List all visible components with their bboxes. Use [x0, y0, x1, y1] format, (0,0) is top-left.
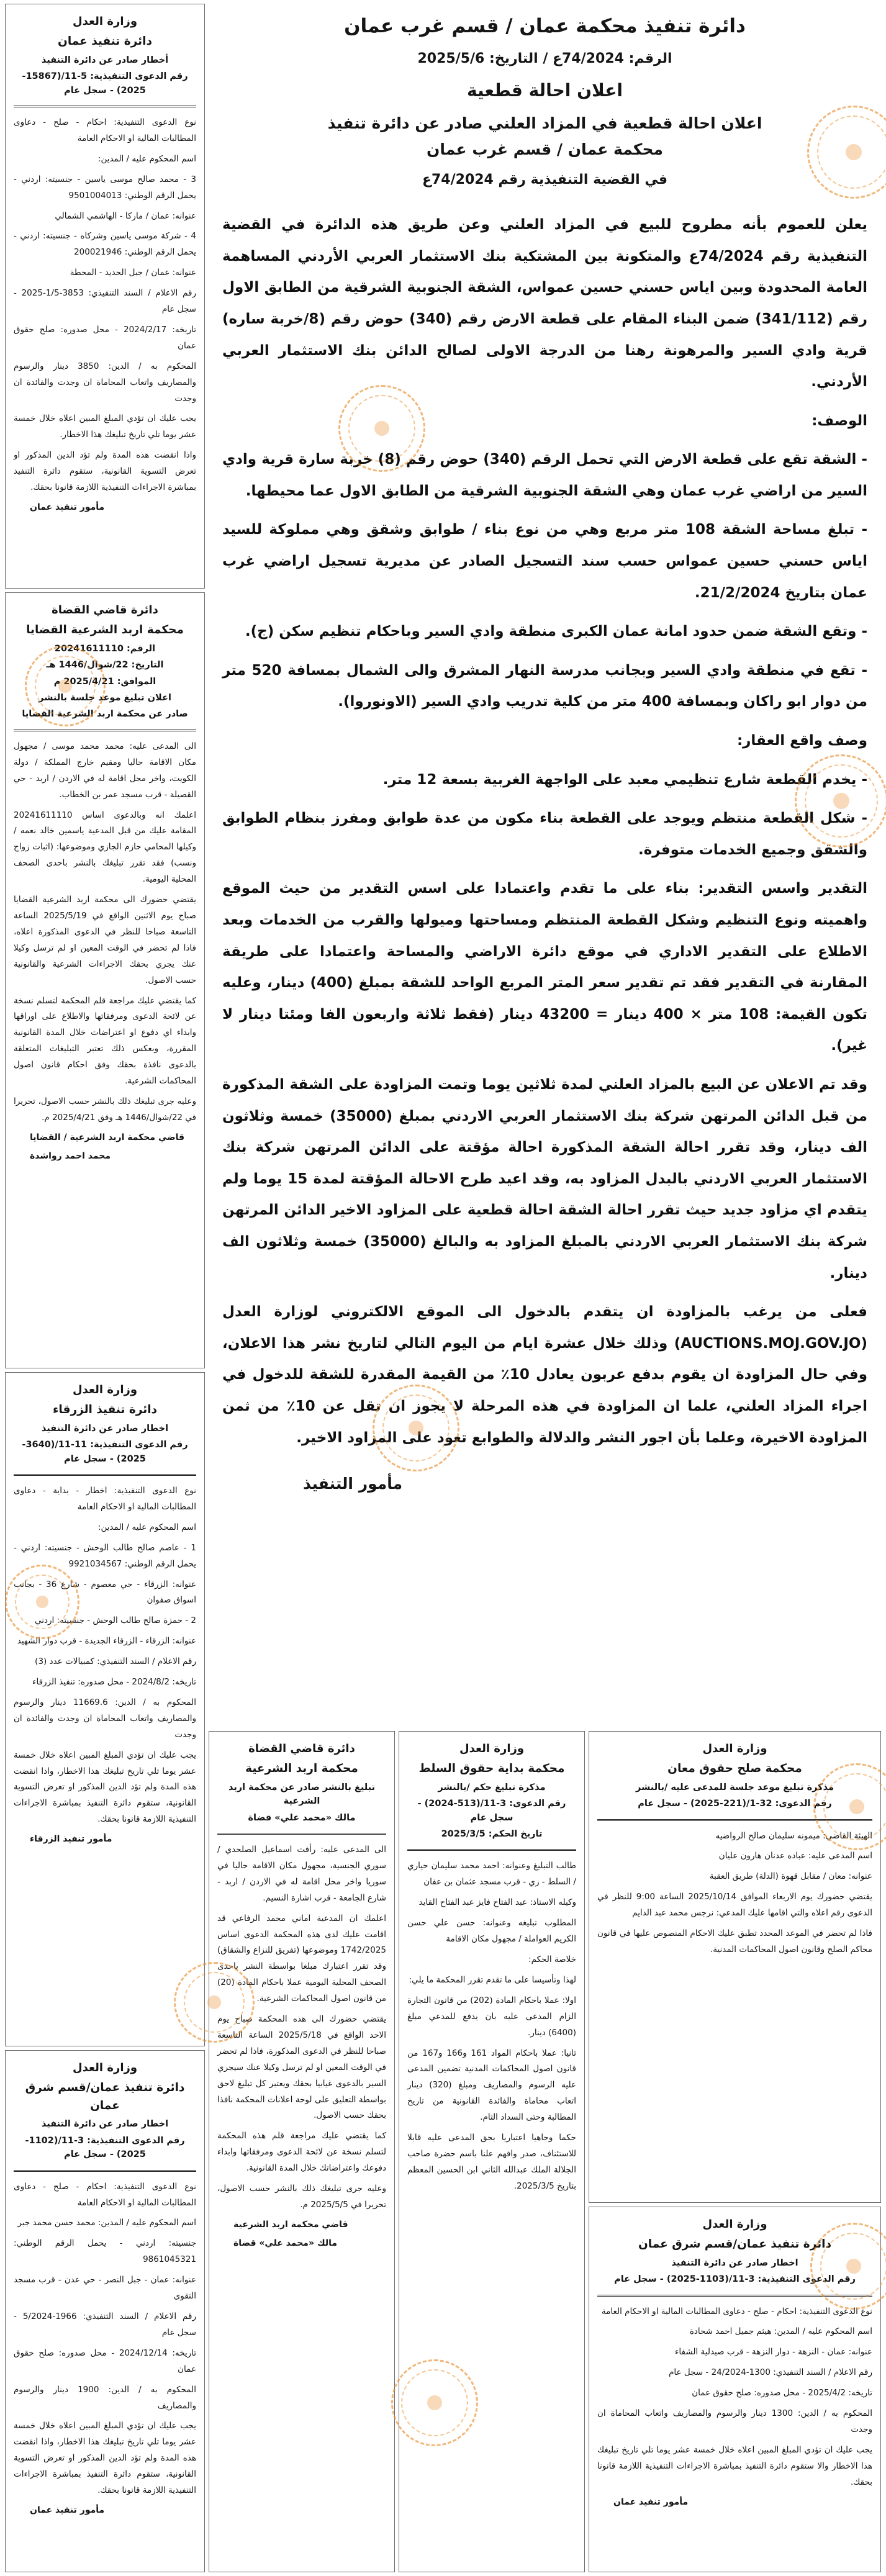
notice-paragraph: تاريخه: 2025/4/2 - محل صدوره: صلح حقوق عمان	[692, 2388, 872, 2398]
notice-paragraph: كما يقتضي عليك مراجعة قلم هذه المحكمة لتسلم نسخة عن لائحة الدعوى ومرفقاتها وابداء دفوعك واعتراضاتك خلال المدة القانونية.	[217, 2131, 386, 2174]
notice-header-line: رقم الدعوى التنفيذية: 5-11/(15867-2025) - سجل عام	[22, 71, 188, 96]
notice-header-line: رقم الدعوى: 3-11/(513-2024) - سجل عام	[417, 1799, 566, 1823]
notice-header-line: محكمة عمان / قسم غرب عمان	[427, 140, 663, 159]
notice-header-line: دائرة تنفيذ عمان/قسم شرق عمان	[638, 2237, 832, 2251]
notice-header-line: صادر عن محكمة اربد الشرعية القضايا	[22, 709, 188, 720]
notice-body	[597, 1828, 872, 1958]
notice-signature	[222, 1471, 867, 1498]
notice-header-line: اعلان احالة قطعية في المزاد العلني صادر عن دائرة تنفيذ	[327, 114, 762, 132]
signature-line: قاضي محكمة اربد الشرعية	[233, 2219, 348, 2230]
signature-line: مأمور تنفيذ الزرقاء	[30, 1834, 112, 1845]
notice-paragraph: المحكوم به / الدين: 11669.6 دينار والرسوم والمصاريف واتعاب المحاماة ان وجدت والفائدة ان وجدت	[14, 1697, 196, 1740]
notice-header-line: دائرة تنفيذ عمان/قسم شرق عمان	[25, 2081, 185, 2112]
notice-paragraph: نوع الدعوى التنفيذية: احكام - صلح - دعاوى المطالبات المالية او الاحكام العامة	[14, 2181, 196, 2208]
notice-header-line: رقم الدعوى التنفيذية: 3-11/(1103-2025) - سجل عام	[614, 2274, 856, 2285]
notice-paragraph: تاريخه: 2024/8/2 - محل صدوره: تنفيذ الزرقاء	[32, 1677, 196, 1688]
notice-east-amman-exec-1102	[5, 2050, 205, 2572]
notice-paragraph: جنسيته: اردني - يحمل الرقم الوطني: 9861045321	[14, 2238, 196, 2265]
signature-line: قاضي محكمة اربد الشرعية / القضايا	[30, 1132, 185, 1142]
notice-paragraph: فاذا لم تحضر في الموعد المحدد تطبق عليك الاحكام المنصوص عليها في قانون محاكم الصلح وقانون اصول المحاكمات المدنية.	[597, 1928, 872, 1955]
notice-paragraph: نوع الدعوى التنفيذية: اخطار - بداية - دعاوى المطالبات المالية او الاحكام العامة	[14, 1485, 196, 1512]
notice-paragraph: رقم الاعلام / السند التنفيذي: كمبيالات عدد (3)	[35, 1656, 196, 1667]
signature-line: مالك «محمد علي» قضاة	[233, 2238, 338, 2248]
notice-body	[14, 1483, 196, 1828]
notice-header-line: الموافق: 2025/4/21 م	[53, 676, 156, 687]
notice-paragraph: عنوانه: الزرقاء - الزرقاء الجديدة - قرب دوار الشهيد	[17, 1636, 196, 1647]
notice-paragraph: اسم المحكوم عليه / المدين: هيثم جميل احمد شحادة	[689, 2326, 872, 2337]
notice-maan-session-221	[589, 1731, 881, 2203]
notice-signature	[217, 2218, 386, 2251]
signature-line: مأمور تنفيذ عمان	[613, 2497, 689, 2507]
notice-paragraph: الهيئة القاضي: ميمونه سليمان صالح الرواضيه	[715, 1830, 872, 1841]
notice-paragraph: عنوانه: الزرقاء - حي معصوم - شارع 36 - بجانب اسواق صفوان	[14, 1579, 196, 1606]
notice-header-line: محكمة اربد الشرعية القضايا	[26, 623, 184, 636]
notice-paragraph: 2 - حمزة صالح طالب الوحش - جنسيته: اردني	[34, 1616, 196, 1626]
notice-paragraph: يعلن للعموم بأنه مطروح للبيع في المزاد العلني وعن طريق هذه الدائرة في القضية التنفيذية رقم 74/2024ع والمتكونة بين المشتكية بنك الاستثمار العربي الأردني المساهمة العامة المحدودة وبين اياس حسني حسين عمواس، الشقة الجنوبية الشرقية من الطابق الاول رقم (341/112) ضمن البناء المقام على قطعة الارض رقم (340) حوض رقم (8/خربة ساره) قرية وادي السير والمرهونة رهنا من الدرجة الاولى لصالح الدائن بنك الاستثمار العربي الأردني.	[222, 217, 867, 391]
notice-header	[14, 13, 196, 107]
notice-body	[597, 2304, 872, 2491]
notice-paragraph: وعليه جرى تبليغك ذلك بالنشر حسب الاصول، تحريرا في 22/شوال/1446 هـ وفق 2025/4/21 م.	[14, 1096, 196, 1123]
notice-amman-exec-15867	[5, 4, 205, 589]
notice-header-line: اخطار صادر عن دائرة التنفيذ	[41, 1423, 169, 1434]
notice-paragraph: وكيله الاستاذ: عبد الفتاح فايز عبد الفتاح القايد	[418, 1897, 576, 1908]
notice-paragraph: فعلى من يرغب بالمزاودة ان يتقدم بالدخول الى الموقع الالكتروني لوزارة العدل (AUCTIONS.MOJ.GOV.JO) وذلك خلال عشرة ايام من اليوم التالي لتاريخ نشر هذا الاعلان، وفي حال المزاودة ان يقوم بدفع عربون يعادل 10٪ من القيمة المقدرة للشقة للدخول في اجراء المزاد العلني، علما ان المزاودة في هذه المرحلة لا يجوز ان تقل عن 10٪ من ثمن المزاودة الاخيرة، وعلما بأن اجور النشر والدلالة والطوابع تعود على المزاود الاخير.	[222, 1304, 868, 1446]
notice-header-line: دائرة تنفيذ محكمة عمان / قسم غرب عمان	[344, 15, 746, 37]
notice-paragraph: وصف واقع العقار:	[736, 733, 867, 749]
notice-header-line: دائرة قاضي القضاة	[248, 1742, 355, 1755]
notice-signature	[14, 500, 196, 515]
notice-signature	[597, 2495, 872, 2510]
notice-paragraph: اعلمك ان المدعية اماني محمد الرفاعي قد اقامت عليك لدى هذه المحكمة الدعوى اساس 1742/2025 وموضوعها (تفريق للنزاع والشقاق) وقد تقرر اعتبارك مبلغا بواسطة النشر باحدى الصحف المحلية اليومية عملا باحكام المادة (20) من قانون اصول المحاكمات الشرعية.	[217, 1913, 386, 2004]
notice-header	[217, 1740, 386, 1835]
notice-header-line: مذكرة تبليغ حكم /بالنشر	[438, 1782, 546, 1792]
notice-header-line: دائرة قاضي القضاة	[52, 603, 158, 617]
notice-paragraph: يقتضي حضورك يوم الاربعاء الموافق 2025/10/14 الساعة 9:00 للنظر في الدعوى رقم اعلاه والتي اقامها عليك المدعي: نرجس محمد عبد الدايم	[597, 1892, 872, 1918]
signature-line: مأمور التنفيذ	[303, 1475, 403, 1493]
notice-irbid-sharia-tabligh	[209, 1731, 395, 2572]
notice-body	[14, 115, 196, 496]
notice-header-line: رقم الدعوى التنفيذية: 11-11/(3640-2025) - سجل عام	[22, 1440, 188, 1464]
notice-paragraph: عنوانه: معان / مقابل قهوة (الدلة) طريق العقبة	[709, 1871, 872, 1882]
notice-paragraph: يقتضي حضورك الى هذه المحكمة صباح يوم الاحد الواقع في 2025/5/18 الساعة التاسعة صباحا للنظر في الدعوى المذكورة، فاذا لم تحضر في الوقت المعين او لم ترسل وكيلا عنك سيجري السير بالدعوى غيابيا بحقك ويعتبر كل تبليغ لاحق بواسطة التعليق على لوحة اعلانات المحكمة نافذا بحقك حسب الاصول.	[217, 2014, 386, 2121]
notice-header-line: اعلان احالة قطعية	[467, 80, 623, 101]
signature-line: مأمور تنفيذ عمان	[30, 2505, 105, 2515]
notice-header	[597, 1740, 872, 1821]
notice-paragraph: الى المدعى عليه: رأفت اسماعيل الصلحدي / سوري الجنسية، مجهول مكان الاقامة حاليا في سوريا واخر محل اقامة له في الاردن / اربد - شارع الجامعة - قرب اشارة النسيم.	[217, 1844, 386, 1903]
notice-header-line: الرقم: 74/2024ع / التاريخ: 2025/5/6	[417, 51, 672, 67]
notice-header	[407, 1740, 576, 1851]
notice-paragraph: رقم الاعلام / السند التنفيذي: 3853-1/5-2025 - سجل عام	[14, 288, 196, 315]
notice-paragraph: حكما وجاهيا اعتباريا بحق المدعى عليه قابلا للاستئناف، صدر وافهم علنا باسم حضرة صاحب الجلالة الملك عبدالله الثاني ابن الحسين المعظم بتاريخ 2025/3/5.	[407, 2133, 576, 2191]
notice-paragraph: تاريخه: 2024/2/17 - محل صدوره: صلح حقوق عمان	[14, 324, 196, 351]
signature-line: مأمور تنفيذ عمان	[30, 502, 105, 512]
notice-paragraph: اعلمك انه وبالدعوى اساس 20241611110 المقامة عليك من قبل المدعية ياسمين خالد نعمه / وكيلها المحامي حازم الجازي وموضوعها: (اثبات زواج ونسب) فقد تقرر تبليغك بالنشر باحدى الصحف المحلية اليومية.	[14, 810, 196, 885]
notice-east-amman-exec-1103	[589, 2207, 881, 2572]
notice-header	[14, 1381, 196, 1476]
notice-header-line: اعلان تبليغ موعد جلسة بالنشر	[38, 692, 171, 703]
notice-paragraph: - يخدم القطعة شارع تنظيمي معبد على الواجهة الغربية بسعة 12 متر.	[382, 771, 867, 788]
notice-header-line: وزارة العدل	[702, 2218, 767, 2231]
notice-header-line: الرقم: 20241611110	[54, 643, 156, 654]
notice-paragraph: اسم المحكوم عليه / المدين: محمد حسن محمد جبر	[17, 2218, 196, 2228]
notice-paragraph: عنوانه: عمان - جبل النصر - حي عدن - قرب مسجد التقوى	[14, 2275, 196, 2302]
notice-paragraph: طالب التبليغ وعنوانه: احمد محمد سليمان حياري / السلط - زي - قرب مسجد عثمان بن عفان	[407, 1861, 576, 1887]
notice-header-line: اخطار صادر عن دائرة التنفيذ	[671, 2257, 798, 2268]
notice-body	[14, 2179, 196, 2499]
notice-header	[222, 11, 867, 199]
notice-header-line: وزارة العدل	[702, 1742, 767, 1755]
notice-paragraph: عنوانه: عمان / جبل الحديد - المحطة	[70, 268, 196, 278]
notice-header-line: محكمة صلح حقوق معان	[667, 1761, 802, 1775]
notice-paragraph: المحكوم به / الدين: 1900 دينار والرسوم والمصاريف	[14, 2384, 196, 2411]
notice-paragraph: اسم المدعى عليه: عباده عدنان هارون عليان	[718, 1851, 872, 1861]
notice-paragraph: نوع الدعوى التنفيذية: احكام - صلح - دعاوى المطالبات المالية او الاحكام العامة	[601, 2306, 872, 2316]
notice-irbid-sharia-sessions	[5, 592, 205, 1368]
notice-paragraph: 1 - عاصم صالح طالب الوحش - جنسيته: اردني - يحمل الرقم الوطني: 9921034567	[14, 1542, 196, 1569]
notice-paragraph: - وتقع الشقة ضمن حدود امانة عمان الكبرى منطقة وادي السير وباحكام تنظيم سكن (ج).	[245, 623, 867, 640]
notice-paragraph: المطلوب تبليغه وعنوانه: حسن علي حسن الكريم العواملة / مجهول مكان الاقامة	[407, 1918, 576, 1945]
notice-header-line: مالك «محمد علي» قضاة	[248, 1812, 356, 1823]
notice-body	[14, 739, 196, 1126]
notice-paragraph: كما يقتضي عليك مراجعة قلم المحكمة لتسلم نسخة عن لائحة الدعوى ومرفقاتها والاطلاع على اوراقها وابداء اي دفوع او اعتراضات خلال المدة القانونية المقررة، وبعكس ذلك تعتبر التبليغات المتعلقة بالدعوى نافذة بحقك وفق احكام قانون اصول المحاكمات الشرعية.	[14, 995, 196, 1087]
notice-paragraph: يقتضي حضورك الى محكمة اربد الشرعية القضايا صباح يوم الاثنين الواقع في 2025/5/19 الساعة التاسعة صباحا للنظر في الدعوى المذكورة اعلاه، فاذا لم تحضر في الوقت المعين او لم ترسل وكيلا عنك يجري بحقك الاجراءات الشرعية والقانونية حسب الاصول.	[14, 895, 196, 985]
notice-paragraph: عنوانه: عمان / ماركا - الهاشمي الشمالي	[55, 210, 196, 221]
notice-header-line: مذكرة تبليغ موعد جلسة للمدعى عليه /بالنشر	[636, 1782, 834, 1792]
notice-paragraph: الى المدعى عليه: محمد محمد موسى / مجهول مكان الاقامة حاليا ومقيم خارج المملكة / دولة الكويت، واخر محل اقامة له في الاردن / اربد - حي القصيلة - قرب مسجد عمر بن الخطاب.	[14, 741, 196, 800]
notice-paragraph: - تقع في منطقة وادي السير وبجانب مدرسة النهار المشرق والى الشمال بمسافة 520 متر من دوار ابو راكان وبمسافة 400 متر من كلية تدريب وادي السير (الاونوروا).	[222, 662, 867, 710]
notice-zarqa-exec-3640	[5, 1372, 205, 2046]
notice-header	[597, 2216, 872, 2297]
notice-header-line: وزارة العدل	[72, 2061, 138, 2074]
notice-paragraph: ثانيا: عملا باحكام المواد 161 و166 و167 من قانون اصول المحاكمات المدنية تضمين المدعى عليه الرسوم والمصاريف ومبلغ (320) دينار اتعاب محاماة والفائدة القانونية من تاريخ المطالبة وحتى السداد التام.	[407, 2048, 577, 2123]
notice-paragraph: 3 - محمد صالح موسى ياسين - جنسيته: اردني - يحمل الرقم الوطني: 9501004013	[14, 174, 196, 201]
notice-paragraph: نوع الدعوى التنفيذية: احكام - صلح - دعاوى المطالبات المالية او الاحكام العامة	[14, 117, 196, 143]
notice-paragraph: المحكوم به / الدين: 3850 دينار والرسوم والمصاريف واتعاب المحاماة ان وجدت والفائدة ان وجدت	[14, 361, 196, 404]
notice-paragraph: - شكل القطعة منتظم ويوجد على القطعة بناء مكون من عدة طوابق ومفرز بنظام الطوابق والشقق وجميع الخدمات متوفرة.	[222, 810, 867, 858]
notice-header-line: وزارة العدل	[459, 1742, 525, 1755]
notice-paragraph: يجب عليك ان تؤدي المبلغ المبين اعلاه خلال خمسة عشر يوما تلي تاريخ تبليغك هذا الاخطار والا ستقوم دائرة التنفيذ بمباشرة الاجراءات التنفيذية اللازمة قانونا بحقك.	[597, 2444, 872, 2487]
signature-line: محمد احمد رواشدة	[30, 1150, 111, 1161]
notice-header-line: وزارة العدل	[72, 15, 138, 28]
notice-paragraph: وعليه جرى تبليغك ذلك بالنشر حسب الاصول، تحريرا في 2025/5/5 م.	[217, 2184, 386, 2210]
notice-header	[14, 602, 196, 731]
notice-auction-west-amman	[209, 4, 881, 1727]
notice-signature	[14, 1832, 196, 1847]
notice-paragraph: رقم الاعلام / السند التنفيذي: 1300-24/2024 - سجل عام	[669, 2367, 872, 2378]
notice-header-line: رقم الدعوى: 32-1/(221-2025) - سجل عام	[638, 1799, 832, 1809]
notice-paragraph: عنوانه: عمان - النزهة - دوار النزهة - قرب صيدلية الشفاء	[675, 2347, 872, 2357]
notice-paragraph: خلاصة الحكم:	[528, 1954, 576, 1964]
notice-body	[217, 1842, 386, 2213]
notice-paragraph: - تبلغ مساحة الشقة 108 متر مربع وهي من نوع بناء / طوابق وشقق وهي مملوكة للسيد اياس حسني حسين عمواس حسب سند التسجيل الصادر عن مديرية تسجيل اراضي غرب عمان بتاريخ 21/2/2024.	[222, 522, 867, 601]
notice-header-line: محكمة اربد الشرعية	[245, 1761, 358, 1775]
notice-body	[222, 209, 867, 1453]
notice-header-line: في القضية التنفيذية رقم 74/2024ع	[422, 172, 668, 188]
notice-paragraph: اولا: عملا باحكام المادة (202) من قانون التجارة الزام المدعى عليه بان يدفع للمدعي مبلغ (6400) دينار.	[407, 1995, 577, 2038]
notice-paragraph: وقد تم الاعلان عن البيع بالمزاد العلني لمدة ثلاثين يوما وتمت المزاودة على الشقة المذكورة من قبل الدائن المرتهن شركة بنك الاستثمار العربي الاردني بمبلغ (35000) خمسة وثلاثون الف دينار، وقد تقرر احالة الشقة المذكورة احالة مؤقتة على الدائن المرتهن شركة بنك الاستثمار العربي الاردني بالبدل المزاود به، وقد اعيد طرح الاحالة المؤقتة لمدة 15 يوما ولم يتقدم اي مزاود جديد حيث تقرر احالة الشقة احالة قطعية على المزاود الاخير الدائن المرتهن شركة بنك الاستثمار العربي الاردني بالمبلغ المزاود به والبالغ (35000) خمسة وثلاثون الف دينار.	[222, 1076, 868, 1281]
notice-header-line: وزارة العدل	[72, 1383, 138, 1396]
notice-paragraph: يجب عليك ان تؤدي المبلغ المبين اعلاه خلال خمسة عشر يوما تلي تاريخ تبليغك هذا الاخطار، واذا انقضت هذه المدة ولم تؤد الدين المذكور او تعرض التسوية القانونية، ستقوم دائرة التنفيذ بمباشرة الاجراءات التنفيذية اللازمة قانونا بحقك.	[14, 1750, 196, 1825]
notice-paragraph: المحكوم به / الدين: 1300 دينار والرسوم والمصاريف واتعاب المحاماة ان وجدت	[597, 2408, 872, 2434]
notice-paragraph: يجب عليك ان تؤدي المبلغ المبين اعلاه خلال خمسة عشر يوما تلي تاريخ تبليغك هذا الاخطار.	[14, 414, 196, 440]
notice-paragraph: تاريخه: 2024/12/14 - محل صدوره: صلح حقوق عمان	[14, 2348, 196, 2374]
notice-paragraph: 4 - شركة موسى ياسين وشركاه - جنسيته: اردني - يحمل الرقم الوطني: 200021946	[14, 231, 196, 258]
notice-header-line: أخطار صادر عن دائرة التنفيذ	[41, 55, 169, 65]
notice-paragraph: رقم الاعلام / السند التنفيذي: 1966-5/2024 - سجل عام	[14, 2311, 196, 2338]
notice-header-line: رقم الدعوى التنفيذية: 3-11/(1102-2025) - سجل عام	[25, 2135, 185, 2160]
notice-header-line: تبليغ بالنشر صادر عن محكمة اربد الشرعية	[228, 1782, 376, 1807]
notice-salt-judgment-513	[399, 1731, 585, 2572]
notice-signature	[14, 1131, 196, 1164]
notice-header-line: دائرة تنفيذ عمان	[58, 34, 152, 48]
notice-paragraph: اسم المحكوم عليه / المدين:	[97, 1522, 196, 1532]
notice-paragraph: الوصف:	[811, 412, 867, 429]
notice-header-line: محكمة بداية حقوق السلط	[418, 1761, 565, 1775]
notice-header-line: اخطار صادر عن دائرة التنفيذ	[41, 2119, 169, 2130]
notice-paragraph: يجب عليك ان تؤدي المبلغ المبين اعلاه خلال خمسة عشر يوما تلي تاريخ تبليغك هذا الاخطار، واذا انقضت هذه المدة ولم تؤد الدين المذكور او تعرض التسوية القانونية، ستقوم دائرة التنفيذ بمباشرة الاجراءات التنفيذية اللازمة قانونا بحقك.	[14, 2421, 196, 2496]
notice-body	[407, 1858, 576, 2194]
notice-paragraph: - الشقة تقع على قطعة الارض التي تحمل الرقم (340) حوض رقم (8) خربة سارة قرية وادي السير من اراضي غرب عمان وهي الشقة الجنوبية الشرقية من الطابق الاول عما محيطها.	[222, 451, 867, 499]
notice-paragraph: لهذا وتأسيسا على ما تقدم تقرر المحكمة ما يلي:	[409, 1974, 576, 1985]
notice-header-line: تاريخ الحكم: 2025/3/5	[441, 1828, 543, 1839]
notice-paragraph: التقدير واسس التقدير: بناء على ما تقدم واعتمادا على اسس التقدير من حيث الموقع واهميته ونوع التنظيم وشكل القطعة المنتظم ومساحتها وميولها والقرب من الخدمات وبعد الاطلاع على التقدير الاداري في موقع دائرة الاراضي والمساحة واعتمادا على طريقة المقارنة في التقدير فقد تم تقدير سعر المتر المربع الواحد للشقة بمبلغ (400) دينار، وعليه تكون القيمة: 108 متر × 400 دينار = 43200 دينار (فقط ثلاثة واربعون الفا ومئتا دينار لا غير).	[222, 880, 868, 1054]
notice-header-line: التاريخ: 22/شوال/1446 هـ	[46, 660, 164, 671]
notice-header-line: دائرة تنفيذ الزرقاء	[52, 1403, 158, 1416]
notice-paragraph: واذا انقضت هذه المدة ولم تؤد الدين المذكور او تعرض التسوية القانونية، ستقوم دائرة التنفيذ بمباشرة الاجراءات التنفيذية اللازمة قانونا بحقك.	[14, 450, 196, 493]
notice-header	[14, 2059, 196, 2172]
notice-paragraph: اسم المحكوم عليه / المدين:	[97, 153, 196, 164]
notice-signature	[14, 2503, 196, 2518]
